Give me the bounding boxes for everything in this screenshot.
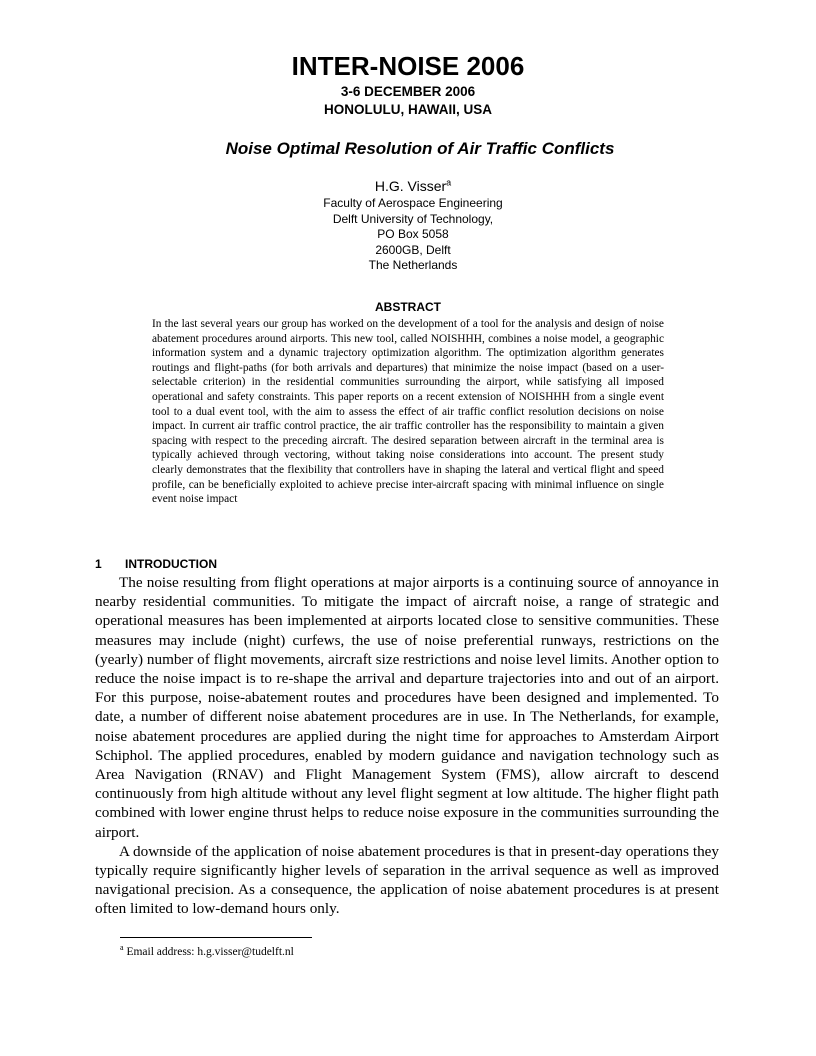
section-number: 1 xyxy=(95,557,102,571)
conference-location: HONOLULU, HAWAII, USA xyxy=(324,102,492,117)
section-body xyxy=(95,573,719,919)
affiliation-line: 2600GB, Delft xyxy=(375,242,451,257)
author-name: H.G. Visser xyxy=(374,178,447,194)
section-title: INTRODUCTION xyxy=(125,557,217,571)
footnote xyxy=(120,945,294,959)
body-paragraph: A downside of the application of noise abatement procedures is that in present-day operations they typically require significantly higher levels of separation in the arrival sequence as well as improved navigational precision. As a consequence, the application of noise abatement procedures is at present often limited to low-demand hours only. xyxy=(95,842,719,918)
footnote-divider xyxy=(120,937,312,938)
abstract-text: In the last several years our group has worked on the development of a tool for the analysis and design of noise abatement procedures around airports. This new tool, called NOISHHH, combines a noise model, a geographic information system and a dynamic trajectory optimization algorithm. The optimization algorithm generates routings and flight-paths (for both arrivals and departures) that minimize the noise impact (based on a user-selectable criterion) in the residential communities surrounding the airport, while satisfying all imposed operational and safety constraints. This paper reports on a recent extension of NOISHHH from a single event tool to a dual event tool, with the aim to assess the effect of air traffic conflict resolution decisions on noise impact. In current air traffic control practice, the air traffic controller has the responsibility to maintain a given spacing with respect to the preceding aircraft. The desired separation between aircraft in the terminal area is typically achieved through vectoring, without taking noise considerations into account. The present study clearly demonstrates that the flexibility that controllers have in shaping the lateral and vertical flight and speed profile, can be beneficially exploited to achieve precise inter-aircraft spacing with minimal influence on single event noise impact xyxy=(152,318,664,506)
section-heading xyxy=(95,557,217,572)
conference-title: INTER-NOISE 2006 xyxy=(291,51,525,81)
abstract-heading: ABSTRACT xyxy=(375,300,441,314)
footnote-text: Email address: h.g.visser@tudelft.nl xyxy=(126,946,294,958)
affiliation-line: PO Box 5058 xyxy=(377,227,449,241)
author-line xyxy=(0,177,816,195)
affiliation-line: Delft University of Technology, xyxy=(332,211,494,226)
conference-dates: 3-6 DECEMBER 2006 xyxy=(340,84,476,99)
author-affiliation xyxy=(0,196,816,274)
paper-title: Noise Optimal Resolution of Air Traffic Conflicts xyxy=(225,139,615,158)
body-paragraph: The noise resulting from flight operations at major airports is a continuing source of annoyance in nearby residential communities. To mitigate the impact of aircraft noise, a range of strategic and operational measures has been implemented at airports located close to sensitive communities. These measures may include (night) curfews, the use of noise preferential runways, restrictions on the (yearly) number of flight movements, aircraft size restrictions and noise level limits. Another option to reduce the noise impact is to re-shape the arrival and departure trajectories into and out of an airport. For this purpose, noise-abatement routes and procedures have been designed and implemented. To date, a number of different noise abatement procedures are in use. In The Netherlands, for example, noise abatement procedures are applied during the night time for approaches to Amsterdam Airport Schiphol. The applied procedures, enabled by modern guidance and navigation technology such as Area Navigation (RNAV) and Flight Management System (FMS), allow aircraft to descend continuously from high altitude without any level flight segment at low altitude. The higher flight path combined with lower engine thrust helps to reduce noise exposure in the communities surrounding the airport. xyxy=(95,574,719,841)
affiliation-line: The Netherlands xyxy=(368,258,458,272)
footnote-marker: a xyxy=(120,943,124,953)
author-footnote-marker: a xyxy=(446,177,452,188)
affiliation-line: Faculty of Aerospace Engineering xyxy=(323,196,503,210)
